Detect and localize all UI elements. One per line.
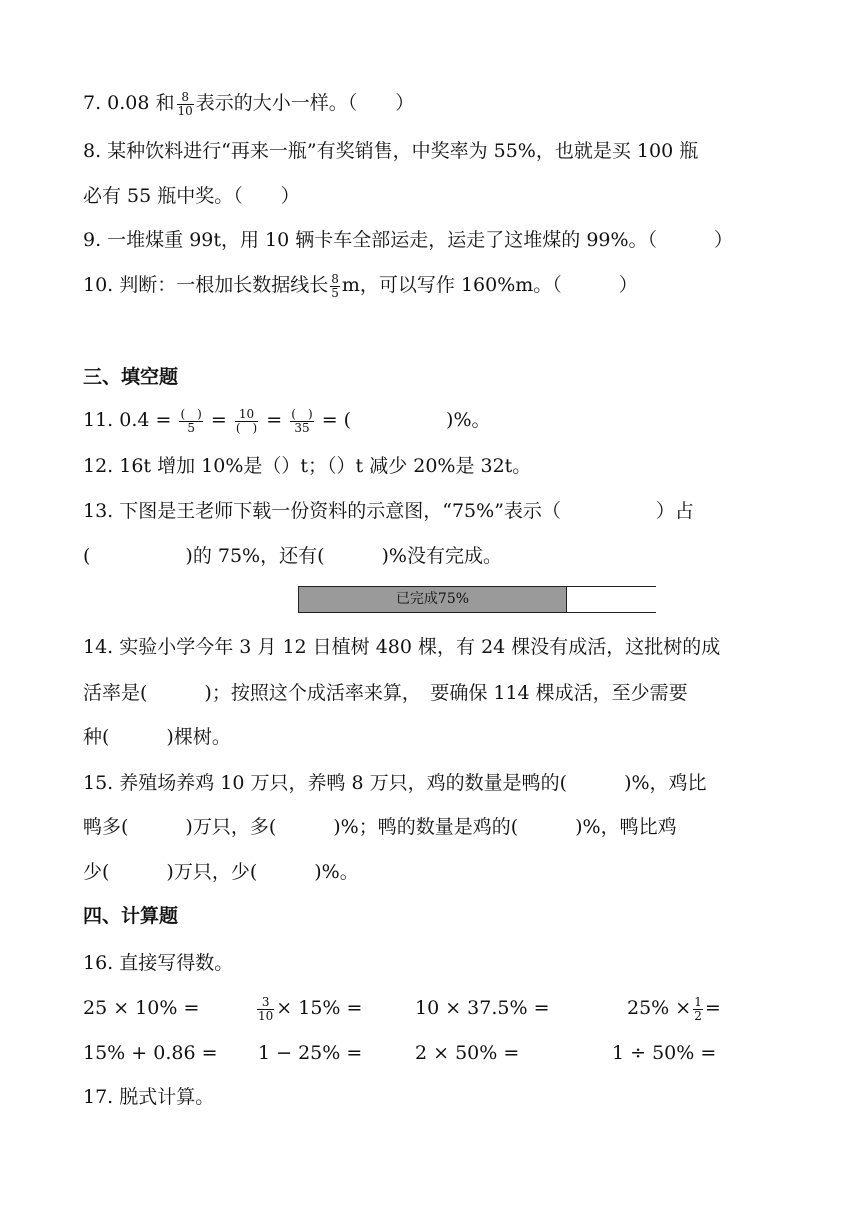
q11-lead: 11. 0.4 = — [83, 409, 172, 431]
question-14-line-3: 种( )棵树。 — [83, 726, 231, 748]
calc-item-6: 1 − 25% = — [258, 1042, 363, 1064]
section-3-heading: 三、填空题 — [83, 366, 179, 388]
question-14-line-2: 活率是( )；按照这个成活率来算， 要确保 114 棵成活，至少需要 — [83, 682, 688, 704]
question-17-title: 17. 脱式计算。 — [83, 1086, 215, 1108]
q11-fraction-2 — [235, 408, 258, 435]
q7-fraction — [177, 91, 194, 118]
q10-frac-num: 8 — [331, 271, 339, 286]
question-15-line-1: 15. 养殖场养鸡 10 万只，养鸭 8 万只，鸡的数量是鸭的( )%，鸡比 — [83, 772, 707, 794]
question-7 — [83, 90, 414, 118]
question-15-line-3: 少( )万只，少( )%。 — [83, 861, 359, 883]
q11-f2-num: 10 — [235, 408, 258, 422]
calc-item-4 — [627, 995, 721, 1023]
question-15-line-2: 鸭多( )万只，多( )%；鸭的数量是鸡的( )%，鸭比鸡 — [83, 816, 677, 838]
q7-frac-num: 8 — [177, 91, 194, 105]
question-12: 12. 16t 增加 10%是（）t；（）t 减少 20%是 32t。 — [83, 455, 532, 477]
question-14-line-1: 14. 实验小学今年 3 月 12 日植树 480 棵，有 24 棵没有成活，这批树的成 — [83, 636, 721, 658]
calc-item-8: 1 ÷ 50% = — [612, 1042, 717, 1064]
q11-fraction-3 — [290, 408, 313, 435]
calc-item-1: 25 × 10% = — [83, 997, 200, 1019]
q11-fraction-1 — [179, 408, 202, 435]
q7-frac-den: 10 — [177, 103, 193, 118]
calc-item-5: 15% + 0.86 = — [83, 1042, 218, 1064]
q10-fraction — [330, 273, 340, 300]
q11-f3-num: ( ) — [291, 406, 313, 421]
calc-4-post: = — [704, 997, 721, 1019]
q11-f2-den: ( ) — [235, 420, 258, 435]
question-8-line-2: 必有 55 瓶中奖。（ ） — [83, 185, 300, 207]
calc-2-num: 3 — [257, 996, 274, 1010]
section-4-heading: 四、计算题 — [83, 905, 179, 927]
calc-2-rest: × 15% = — [276, 997, 363, 1019]
progress-bar-label: 已完成75% — [395, 591, 470, 607]
calc-item-7: 2 × 50% = — [415, 1042, 520, 1064]
calc-2-den: 10 — [258, 1008, 274, 1023]
q11-eq-2: = — [266, 409, 283, 431]
q10-text-after: m，可以写作 160%m。（ ） — [341, 274, 638, 296]
calc-4-pre: 25% × — [627, 997, 692, 1019]
q10-text-before: 10. 判断：一根加长数据线长 — [83, 274, 329, 296]
question-13-line-2: ( )的 75%，还有( )%没有完成。 — [83, 545, 502, 567]
q11-f1-num: ( ) — [180, 406, 202, 421]
calc-item-2 — [255, 995, 362, 1023]
question-10 — [83, 272, 638, 300]
question-11 — [83, 407, 491, 435]
q11-f3-den: 35 — [294, 420, 310, 435]
q11-tail: = ( )%。 — [321, 409, 491, 431]
question-9: 9. 一堆煤重 99t，用 10 辆卡车全部运走，运走了这堆煤的 99%。（ ） — [83, 229, 734, 251]
calc-2-fraction — [257, 996, 274, 1023]
q10-frac-den: 5 — [331, 285, 339, 300]
question-16-title: 16. 直接写得数。 — [83, 952, 234, 974]
download-progress-bar — [298, 586, 656, 613]
q7-text-before: 7. 0.08 和 — [83, 92, 175, 114]
question-13-line-1: 13. 下图是王老师下载一份资料的示意图，“75%”表示（ ）占 — [83, 500, 694, 522]
question-8-line-1: 8. 某种饮料进行“再来一瓶”有奖销售，中奖率为 55%，也就是买 100 瓶 — [83, 140, 699, 162]
calc-4-fraction — [693, 996, 703, 1023]
calc-item-3: 10 × 37.5% = — [415, 997, 550, 1019]
calc-4-num: 1 — [694, 994, 702, 1009]
calc-4-den: 2 — [694, 1008, 702, 1023]
q7-text-after: 表示的大小一样。（ ） — [195, 92, 415, 114]
q11-eq-1: = — [210, 409, 227, 431]
q11-f1-den: 5 — [187, 420, 195, 435]
